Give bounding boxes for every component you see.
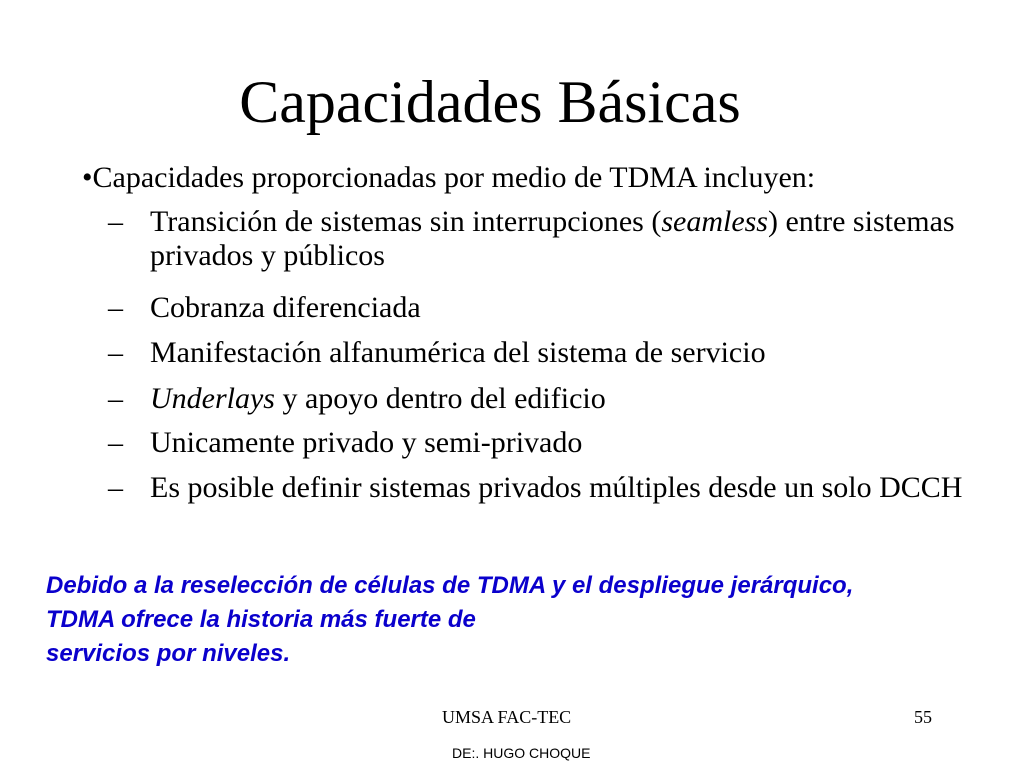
dash-marker: – — [108, 382, 123, 415]
list-item-text: Cobranza diferenciada — [150, 291, 421, 324]
list-item-text: Transición de sistemas sin interrupciones (seamless) entre sistemas privados y públicos — [150, 205, 955, 272]
list-item — [0, 426, 1024, 471]
capability-list — [0, 205, 1024, 543]
page-number: 55 — [914, 707, 932, 727]
list-item — [0, 336, 1024, 382]
dash-marker: – — [108, 336, 123, 369]
dash-marker: – — [108, 471, 123, 504]
list-item — [0, 291, 1024, 336]
list-item — [0, 471, 1024, 543]
list-item — [0, 205, 1024, 291]
list-item-text: Es posible definir sistemas privados múltiples desde un solo DCCH — [150, 471, 963, 504]
note-line: Debido a la reselección de células de TDMA y el despliegue jerárquico, — [46, 572, 854, 599]
list-item-text: Manifestación alfanumérica del sistema de servicio — [150, 336, 766, 369]
footer-author: DE:. HUGO CHOQUE — [452, 745, 591, 761]
list-item-text: Unicamente privado y semi-privado — [150, 426, 583, 459]
note-line: TDMA ofrece la historia más fuerte de — [46, 606, 476, 633]
dash-marker: – — [108, 426, 123, 459]
note-line: servicios por niveles. — [46, 640, 291, 667]
slide-title: Capacidades Básicas — [239, 69, 741, 135]
highlight-note — [46, 569, 1016, 671]
dash-marker: – — [108, 291, 123, 324]
list-item-text: Underlays y apoyo dentro del edificio — [150, 382, 606, 415]
list-item — [0, 382, 1024, 426]
dash-marker: – — [108, 205, 123, 238]
footer-institution: UMSA FAC-TEC — [442, 707, 572, 727]
lead-bullet: •Capacidades proporcionadas por medio de TDMA incluyen: — [82, 161, 816, 194]
